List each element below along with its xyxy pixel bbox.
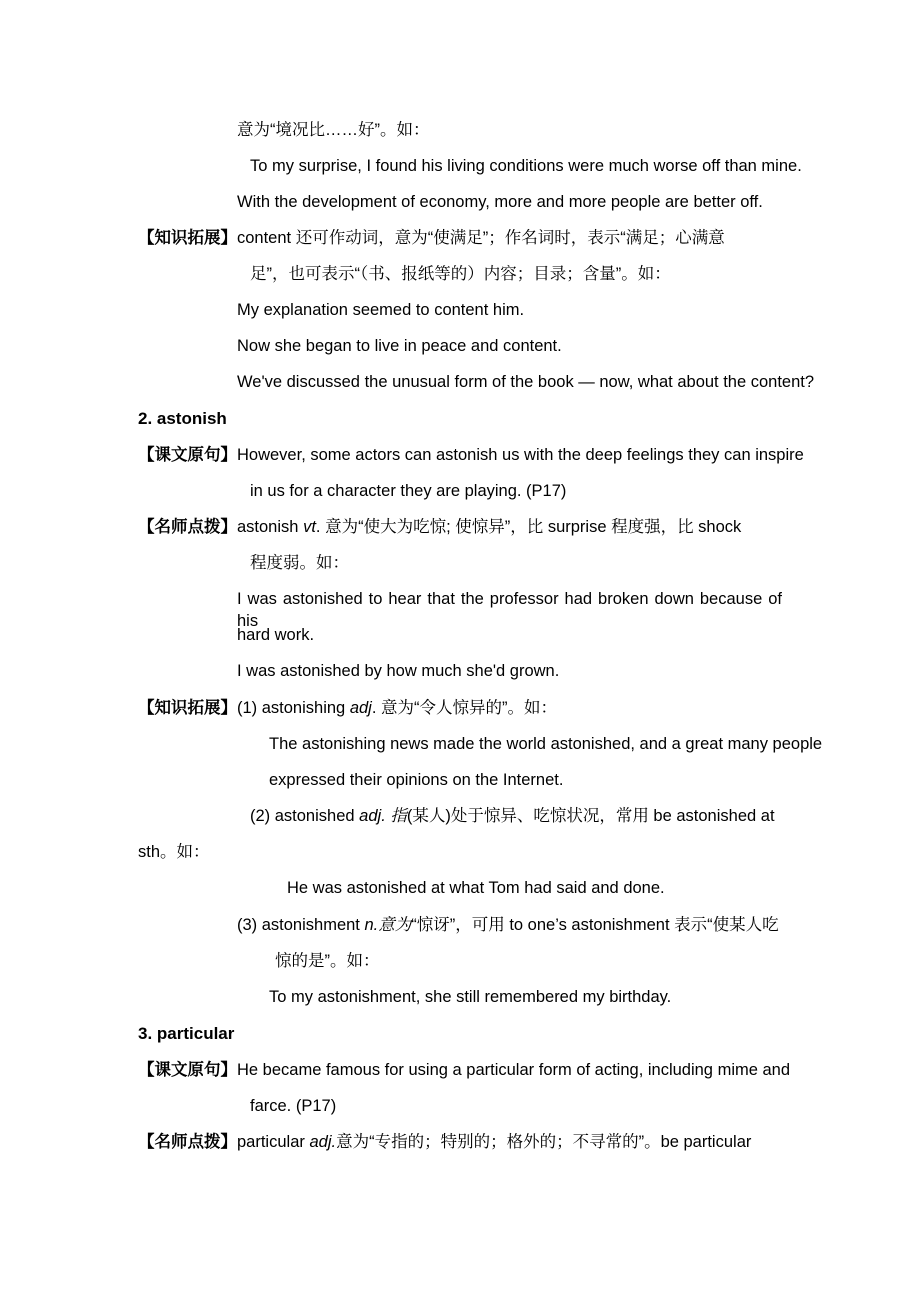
section-label: 【知识拓展】 (138, 699, 237, 717)
text-line: 惊的是”。如： (275, 952, 380, 970)
text-line: 程度弱。如： (250, 554, 349, 572)
knowledge-extension-line (138, 697, 557, 719)
text-line: 意为“境况比……好”。如： (237, 121, 430, 139)
example-sentence: Now she began to live in peace and content. (237, 337, 562, 355)
text-segment: astonish (237, 518, 299, 536)
text-line: 足”，也可表示“（书、报纸等的）内容；目录；含量”。如： (250, 265, 671, 283)
text-segment: However, some actors can astonish us with the deep feelings they can inspire (237, 446, 804, 464)
example-sentence: I was astonished to hear that the professor had broken down because of his (237, 590, 782, 630)
example-sentence-continued: hard work. (237, 626, 315, 644)
section-label: 【名师点拨】 (138, 518, 237, 536)
text-line (237, 914, 779, 936)
text-segment: . 指 (381, 807, 407, 825)
text-segment: (3) astonishment (237, 916, 360, 934)
example-sentence: The astonishing news made the world astonished, and a great many people (269, 735, 823, 753)
text-segment: 意为“专指的；特别的；格外的；不寻常的”。be particular (336, 1133, 752, 1151)
section-label: 【名师点拨】 (138, 1133, 237, 1151)
text-line: in us for a character they are playing. (P17) (250, 482, 567, 500)
example-sentence: To my astonishment, she still remembered my birthday. (269, 988, 672, 1006)
part-of-speech: n.意为 (364, 916, 412, 934)
example-sentence: He was astonished at what Tom had said and done. (287, 879, 665, 897)
teacher-tips-line (138, 516, 741, 538)
original-sentence-line (138, 444, 804, 466)
part-of-speech: adj (349, 699, 372, 717)
text-line: sth。如： (138, 843, 210, 861)
text-segment: . 意为“令人惊异的”。如： (371, 699, 558, 717)
example-sentence: My explanation seemed to content him. (237, 301, 525, 319)
example-sentence-continued: expressed their opinions on the Internet. (269, 771, 564, 789)
section-heading: 3. particular (138, 1024, 235, 1043)
part-of-speech: adj. (309, 1133, 337, 1151)
text-line: farce. (P17) (250, 1097, 337, 1115)
text-segment: (1) astonishing (237, 699, 346, 717)
text-segment: content 还可作动词，意为“使满足”；作名词时，表示“满足；心满意 (237, 229, 725, 247)
section-heading: 2. astonish (138, 409, 227, 428)
text-line (250, 805, 775, 827)
part-of-speech: adj (359, 807, 382, 825)
example-sentence: To my surprise, I found his living conditions were much worse off than mine. (250, 157, 802, 175)
example-sentence: I was astonished by how much she'd grown. (237, 662, 560, 680)
text-segment: (2) astonished (250, 807, 355, 825)
original-sentence-line (138, 1059, 790, 1081)
text-segment: (某人)处于惊异、吃惊状况，常用 be astonished at (406, 807, 775, 825)
knowledge-extension-line (138, 227, 725, 249)
section-label: 【知识拓展】 (138, 229, 237, 247)
teacher-tips-line (138, 1131, 751, 1153)
text-segment: particular (237, 1133, 305, 1151)
example-sentence: We've discussed the unusual form of the book — now, what about the content? (237, 373, 815, 391)
text-segment: He became famous for using a particular form of acting, including mime and (237, 1061, 791, 1079)
text-segment: . 意为“使大为吃惊; 使惊异”，比 surprise 程度强，比 shock (315, 518, 742, 536)
text-segment: “惊讶”，可用 to one’s astonishment 表示“使某人吃 (411, 916, 779, 934)
section-label: 【课文原句】 (138, 446, 237, 464)
part-of-speech: vt (303, 518, 316, 536)
section-label: 【课文原句】 (138, 1061, 237, 1079)
example-sentence: With the development of economy, more and more people are better off. (237, 193, 763, 211)
